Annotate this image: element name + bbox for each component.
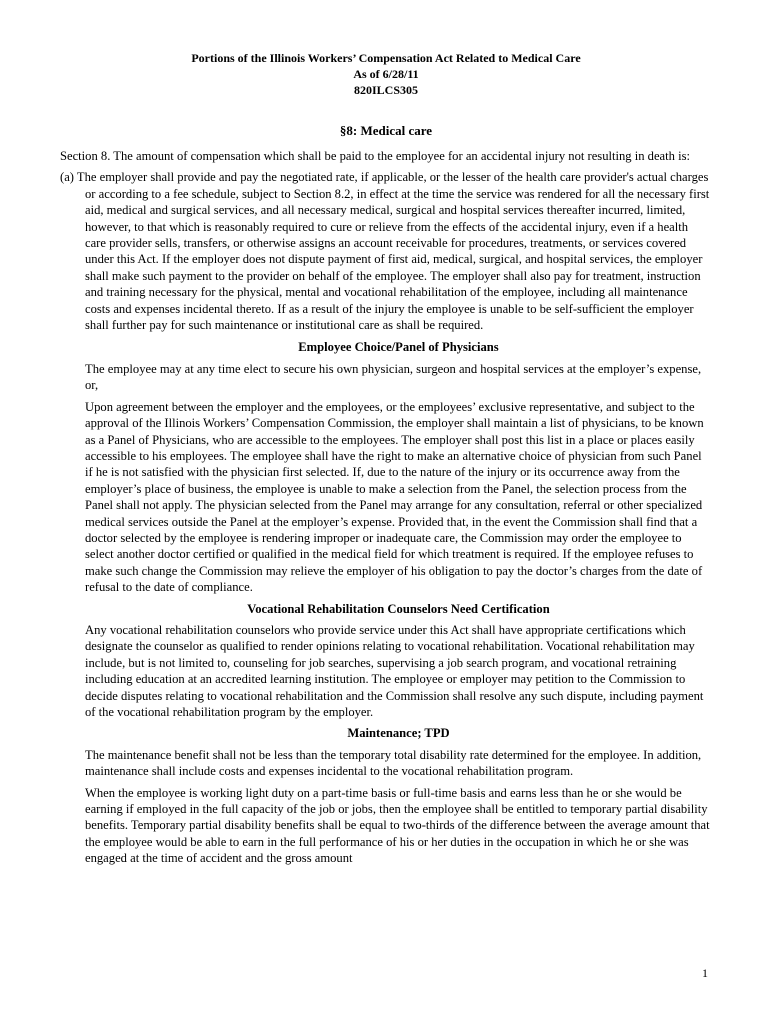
header-citation: 820ILCS305 [353, 83, 418, 97]
document-body [60, 148, 712, 872]
section-heading: §8: Medical care [339, 123, 433, 138]
item-a-paragraph: (a) The employer shall provide and pay the negotiated rate, if applicable, or the lesser of the health care provider's actual charges or according to a fee schedule, subject to Section 8.2, in effect at the time the service was rendered for all the necessary first aid, medical and surgical services, and all necessary medical, surgical and hospital services thereafter incurred, limited, however, to that which is reasonably required to cure or relieve from the effects of the accidental injury, even if a health care provider sells, transfers, or otherwise assigns an account receivable for procedures, treatments, or services covered under this Act. If the employer does not dispute payment of first aid, medical, surgical, and hospital services, the employer shall make such payment to the provider on behalf of the employee. The employer shall also pay for treatment, instruction and training necessary for the physical, mental and vocational rehabilitation of the employee, including all maintenance costs and expenses incidental thereto. If as a result of the injury the employee is unable to be self-sufficient the employer shall further pay for such maintenance or institutional care as shall be required. [60, 170, 710, 333]
body-paragraph: Any vocational rehabilitation counselors who provide service under this Act shall have appropriate certifications which designate the counselor as qualified to render opinions relating to vocational rehabilitation. Vocational rehabilitation may include, but is not limited to, counseling for job searches, supervising a job search program, and vocational retraining including education at an accredited learning institution. The employee or employer may petition to the Commission to decide disputes relating to vocational rehabilitation and the Commission shall resolve any such dispute, including payment of the vocational rehabilitation program by the employer. [85, 622, 704, 719]
body-paragraph: The employee may at any time elect to secure his own physician, surgeon and hospital services at the employer’s expense, or, [85, 361, 702, 393]
header-title: Portions of the Illinois Workers’ Compensation Act Related to Medical Care [191, 51, 581, 65]
body-paragraph: Upon agreement between the employer and the employees, or the employees’ exclusive representative, and subject to the approval of the Illinois Workers’ Compensation Commission, the employer shall maintain a list of physicians, to be known as a Panel of Physicians, who are accessible to the employees. The employer shall post this list in a place or places easily accessible to his employees. The employee shall have the right to make an alternative choice of physician from such Panel if he is not satisfied with the physician first selected. If, due to the nature of the injury or its occurrence away from the employer’s place of business, the employee is unable to make a selection from the Panel, the selection process from the Panel shall not apply. The physician selected from the Panel may arrange for any consultation, referral or other specialized medical services outside the Panel at the employer’s expense. Provided that, in the event the Commission shall find that a doctor selected by the employee is rendering improper or inadequate care, the Commission may order the employee to select another doctor certified or qualified in the medical field for which treatment is required. If the employee refuses to make such change the Commission may relieve the employer of his obligation to pay the doctor’s charges from the date of refusal to the date of compliance. [85, 399, 704, 595]
intro-paragraph: Section 8. The amount of compensation which shall be paid to the employee for an accidental injury not resulting in death is: [60, 149, 690, 163]
subsection-vocational [60, 601, 712, 721]
document-header [60, 50, 712, 98]
body-paragraph: The maintenance benefit shall not be less than the temporary total disability rate determined for the employee. In addition, maintenance shall include costs and expenses incidental to the vocational rehabilitation program. [85, 747, 702, 779]
subsection-maintenance [60, 725, 712, 866]
subsection-heading: Employee Choice/Panel of Physicians [298, 340, 499, 355]
subsection-heading: Vocational Rehabilitation Counselors Need Certification [247, 601, 550, 616]
header-date: As of 6/28/11 [353, 67, 419, 81]
page-number: 1 [702, 966, 708, 980]
subsection-heading: Maintenance; TPD [347, 726, 450, 741]
body-paragraph: When the employee is working light duty on a part-time basis or full-time basis and earns less than he or she would be earning if employed in the full capacity of the job or jobs, then the employee shall be entitled to temporary partial disability benefits. Temporary partial disability benefits shall be equal to two-thirds of the difference between the average amount that the employee would be able to earn in the full performance of his or her duties in the occupation in which he or she was engaged at the time of accident and the gross amount [85, 785, 710, 866]
subsection-choice [60, 339, 712, 595]
